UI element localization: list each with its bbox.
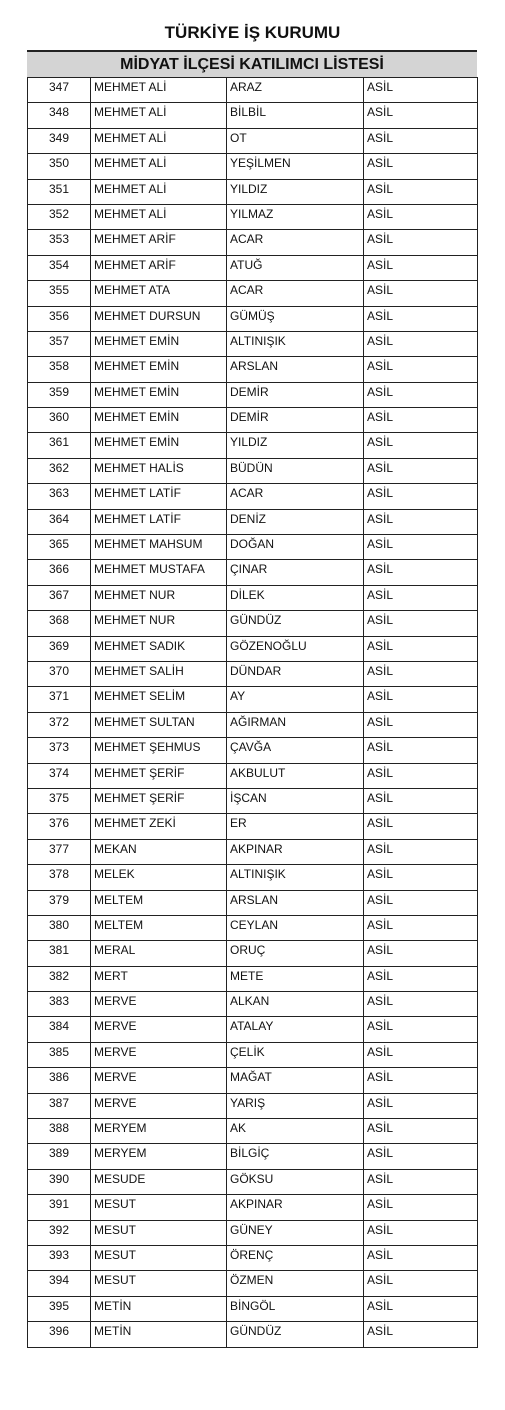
first-name-cell: MEHMET LATİF bbox=[91, 509, 227, 534]
first-name-cell: METİN bbox=[91, 1296, 227, 1321]
row-number: 376 bbox=[28, 814, 91, 839]
row-number: 363 bbox=[28, 484, 91, 509]
table-row bbox=[28, 1271, 478, 1296]
row-number: 392 bbox=[28, 1220, 91, 1245]
table-row bbox=[28, 230, 478, 255]
first-name-cell: MEHMET ALİ bbox=[91, 103, 227, 128]
surname-cell: ÖZMEN bbox=[227, 1271, 364, 1296]
status-cell: ASİL bbox=[364, 1220, 478, 1245]
status-cell: ASİL bbox=[364, 1245, 478, 1270]
first-name-cell: MERVE bbox=[91, 1068, 227, 1093]
surname-cell: ARSLAN bbox=[227, 357, 364, 382]
row-number: 361 bbox=[28, 433, 91, 458]
status-cell: ASİL bbox=[364, 230, 478, 255]
table-row bbox=[28, 1144, 478, 1169]
first-name-cell: MEHMET MUSTAFA bbox=[91, 560, 227, 585]
row-number: 368 bbox=[28, 611, 91, 636]
row-number: 375 bbox=[28, 788, 91, 813]
status-cell: ASİL bbox=[364, 560, 478, 585]
table-row bbox=[28, 865, 478, 890]
status-cell: ASİL bbox=[364, 128, 478, 153]
table-row bbox=[28, 1068, 478, 1093]
surname-cell: AKBULUT bbox=[227, 763, 364, 788]
status-cell: ASİL bbox=[364, 458, 478, 483]
status-cell: ASİL bbox=[364, 814, 478, 839]
row-number: 349 bbox=[28, 128, 91, 153]
table-row bbox=[28, 535, 478, 560]
first-name-cell: MEHMET SELİM bbox=[91, 687, 227, 712]
row-number: 394 bbox=[28, 1271, 91, 1296]
status-cell: ASİL bbox=[364, 661, 478, 686]
surname-cell: ÖRENÇ bbox=[227, 1245, 364, 1270]
surname-cell: YILDIZ bbox=[227, 179, 364, 204]
first-name-cell: MEHMET ALİ bbox=[91, 128, 227, 153]
row-number: 382 bbox=[28, 966, 91, 991]
table-row bbox=[28, 1245, 478, 1270]
first-name-cell: MERVE bbox=[91, 1042, 227, 1067]
row-number: 388 bbox=[28, 1119, 91, 1144]
table-row bbox=[28, 890, 478, 915]
first-name-cell: MEHMET NUR bbox=[91, 585, 227, 610]
participant-table bbox=[27, 77, 478, 1348]
table-row bbox=[28, 1093, 478, 1118]
first-name-cell: MERAL bbox=[91, 941, 227, 966]
first-name-cell: MELEK bbox=[91, 865, 227, 890]
surname-cell: BİNGÖL bbox=[227, 1296, 364, 1321]
first-name-cell: MEHMET NUR bbox=[91, 611, 227, 636]
first-name-cell: MEKAN bbox=[91, 839, 227, 864]
row-number: 364 bbox=[28, 509, 91, 534]
status-cell: ASİL bbox=[364, 281, 478, 306]
status-cell: ASİL bbox=[364, 382, 478, 407]
status-cell: ASİL bbox=[364, 204, 478, 229]
row-number: 358 bbox=[28, 357, 91, 382]
surname-cell: ACAR bbox=[227, 281, 364, 306]
first-name-cell: METİN bbox=[91, 1322, 227, 1347]
first-name-cell: MELTEM bbox=[91, 890, 227, 915]
surname-cell: GÜNDÜZ bbox=[227, 611, 364, 636]
row-number: 373 bbox=[28, 738, 91, 763]
row-number: 369 bbox=[28, 636, 91, 661]
status-cell: ASİL bbox=[364, 1271, 478, 1296]
status-cell: ASİL bbox=[364, 535, 478, 560]
table-row bbox=[28, 306, 478, 331]
table-row bbox=[28, 179, 478, 204]
table-row bbox=[28, 382, 478, 407]
table-row bbox=[28, 1296, 478, 1321]
table-row bbox=[28, 281, 478, 306]
surname-cell: AKPINAR bbox=[227, 839, 364, 864]
status-cell: ASİL bbox=[364, 687, 478, 712]
table-row bbox=[28, 1169, 478, 1194]
table-row bbox=[28, 712, 478, 737]
status-cell: ASİL bbox=[364, 1169, 478, 1194]
table-row bbox=[28, 560, 478, 585]
status-cell: ASİL bbox=[364, 865, 478, 890]
status-cell: ASİL bbox=[364, 357, 478, 382]
surname-cell: ORUÇ bbox=[227, 941, 364, 966]
table-row bbox=[28, 433, 478, 458]
table-row bbox=[28, 154, 478, 179]
table-row bbox=[28, 966, 478, 991]
table-row bbox=[28, 78, 478, 103]
table-row bbox=[28, 1017, 478, 1042]
first-name-cell: MEHMET ARİF bbox=[91, 230, 227, 255]
row-number: 377 bbox=[28, 839, 91, 864]
table-row bbox=[28, 331, 478, 356]
surname-cell: MAĞAT bbox=[227, 1068, 364, 1093]
first-name-cell: MEHMET EMİN bbox=[91, 382, 227, 407]
status-cell: ASİL bbox=[364, 1144, 478, 1169]
row-number: 367 bbox=[28, 585, 91, 610]
row-number: 355 bbox=[28, 281, 91, 306]
first-name-cell: MESUT bbox=[91, 1195, 227, 1220]
table-row bbox=[28, 763, 478, 788]
table-row bbox=[28, 484, 478, 509]
surname-cell: YARIŞ bbox=[227, 1093, 364, 1118]
table-row bbox=[28, 458, 478, 483]
participant-table-body bbox=[28, 78, 478, 1348]
first-name-cell: MEHMET ARİF bbox=[91, 255, 227, 280]
surname-cell: ACAR bbox=[227, 230, 364, 255]
surname-cell: BÜDÜN bbox=[227, 458, 364, 483]
surname-cell: YILMAZ bbox=[227, 204, 364, 229]
status-cell: ASİL bbox=[364, 712, 478, 737]
surname-cell: ACAR bbox=[227, 484, 364, 509]
row-number: 350 bbox=[28, 154, 91, 179]
table-row bbox=[28, 585, 478, 610]
surname-cell: CEYLAN bbox=[227, 915, 364, 940]
surname-cell: ARAZ bbox=[227, 78, 364, 103]
table-row bbox=[28, 992, 478, 1017]
status-cell: ASİL bbox=[364, 1093, 478, 1118]
row-number: 395 bbox=[28, 1296, 91, 1321]
row-number: 396 bbox=[28, 1322, 91, 1347]
surname-cell: AK bbox=[227, 1119, 364, 1144]
status-cell: ASİL bbox=[364, 306, 478, 331]
status-cell: ASİL bbox=[364, 255, 478, 280]
surname-cell: GÜNEY bbox=[227, 1220, 364, 1245]
first-name-cell: MERVE bbox=[91, 992, 227, 1017]
surname-cell: ÇINAR bbox=[227, 560, 364, 585]
status-cell: ASİL bbox=[364, 611, 478, 636]
row-number: 381 bbox=[28, 941, 91, 966]
row-number: 380 bbox=[28, 915, 91, 940]
surname-cell: ÇELİK bbox=[227, 1042, 364, 1067]
row-number: 347 bbox=[28, 78, 91, 103]
status-cell: ASİL bbox=[364, 890, 478, 915]
row-number: 357 bbox=[28, 331, 91, 356]
row-number: 362 bbox=[28, 458, 91, 483]
status-cell: ASİL bbox=[364, 433, 478, 458]
first-name-cell: MERVE bbox=[91, 1017, 227, 1042]
first-name-cell: MERT bbox=[91, 966, 227, 991]
first-name-cell: MEHMET ŞERİF bbox=[91, 763, 227, 788]
status-cell: ASİL bbox=[364, 179, 478, 204]
status-cell: ASİL bbox=[364, 103, 478, 128]
table-row bbox=[28, 611, 478, 636]
surname-cell: GÜMÜŞ bbox=[227, 306, 364, 331]
row-number: 371 bbox=[28, 687, 91, 712]
row-number: 366 bbox=[28, 560, 91, 585]
row-number: 374 bbox=[28, 763, 91, 788]
surname-cell: ER bbox=[227, 814, 364, 839]
status-cell: ASİL bbox=[364, 585, 478, 610]
first-name-cell: MEHMET HALİS bbox=[91, 458, 227, 483]
first-name-cell: MESUT bbox=[91, 1271, 227, 1296]
row-number: 353 bbox=[28, 230, 91, 255]
first-name-cell: MEHMET ALİ bbox=[91, 204, 227, 229]
table-row bbox=[28, 408, 478, 433]
table-row bbox=[28, 357, 478, 382]
surname-cell: AY bbox=[227, 687, 364, 712]
first-name-cell: MEHMET EMİN bbox=[91, 433, 227, 458]
surname-cell: ÇAVĞA bbox=[227, 738, 364, 763]
row-number: 384 bbox=[28, 1017, 91, 1042]
first-name-cell: MEHMET EMİN bbox=[91, 408, 227, 433]
row-number: 385 bbox=[28, 1042, 91, 1067]
status-cell: ASİL bbox=[364, 1068, 478, 1093]
status-cell: ASİL bbox=[364, 738, 478, 763]
table-row bbox=[28, 255, 478, 280]
first-name-cell: MEHMET EMİN bbox=[91, 331, 227, 356]
row-number: 365 bbox=[28, 535, 91, 560]
status-cell: ASİL bbox=[364, 1042, 478, 1067]
row-number: 370 bbox=[28, 661, 91, 686]
table-row bbox=[28, 738, 478, 763]
status-cell: ASİL bbox=[364, 839, 478, 864]
status-cell: ASİL bbox=[364, 331, 478, 356]
row-number: 383 bbox=[28, 992, 91, 1017]
surname-cell: GÖKSU bbox=[227, 1169, 364, 1194]
status-cell: ASİL bbox=[364, 1322, 478, 1347]
first-name-cell: MEHMET DURSUN bbox=[91, 306, 227, 331]
first-name-cell: MEHMET ŞERİF bbox=[91, 788, 227, 813]
table-row bbox=[28, 1042, 478, 1067]
row-number: 352 bbox=[28, 204, 91, 229]
first-name-cell: MEHMET ALİ bbox=[91, 179, 227, 204]
first-name-cell: MEHMET MAHSUM bbox=[91, 535, 227, 560]
surname-cell: DENİZ bbox=[227, 509, 364, 534]
surname-cell: DOĞAN bbox=[227, 535, 364, 560]
surname-cell: AĞIRMAN bbox=[227, 712, 364, 737]
surname-cell: YILDIZ bbox=[227, 433, 364, 458]
table-row bbox=[28, 661, 478, 686]
first-name-cell: MEHMET ZEKİ bbox=[91, 814, 227, 839]
first-name-cell: MESUT bbox=[91, 1220, 227, 1245]
status-cell: ASİL bbox=[364, 509, 478, 534]
surname-cell: METE bbox=[227, 966, 364, 991]
surname-cell: ATALAY bbox=[227, 1017, 364, 1042]
surname-cell: DEMİR bbox=[227, 382, 364, 407]
status-cell: ASİL bbox=[364, 915, 478, 940]
surname-cell: AKPINAR bbox=[227, 1195, 364, 1220]
table-row bbox=[28, 1119, 478, 1144]
status-cell: ASİL bbox=[364, 763, 478, 788]
table-row bbox=[28, 1195, 478, 1220]
table-row bbox=[28, 509, 478, 534]
status-cell: ASİL bbox=[364, 1195, 478, 1220]
status-cell: ASİL bbox=[364, 788, 478, 813]
table-row bbox=[28, 103, 478, 128]
row-number: 390 bbox=[28, 1169, 91, 1194]
status-cell: ASİL bbox=[364, 1119, 478, 1144]
first-name-cell: MEHMET SALİH bbox=[91, 661, 227, 686]
status-cell: ASİL bbox=[364, 154, 478, 179]
status-cell: ASİL bbox=[364, 992, 478, 1017]
document-title: TÜRKİYE İŞ KURUMU bbox=[164, 23, 341, 42]
status-cell: ASİL bbox=[364, 1296, 478, 1321]
table-row bbox=[28, 839, 478, 864]
first-name-cell: MEHMET LATİF bbox=[91, 484, 227, 509]
row-number: 360 bbox=[28, 408, 91, 433]
row-number: 378 bbox=[28, 865, 91, 890]
table-row bbox=[28, 204, 478, 229]
row-number: 386 bbox=[28, 1068, 91, 1093]
first-name-cell: MEHMET ŞEHMUS bbox=[91, 738, 227, 763]
row-number: 354 bbox=[28, 255, 91, 280]
first-name-cell: MELTEM bbox=[91, 915, 227, 940]
first-name-cell: MEHMET ALİ bbox=[91, 78, 227, 103]
row-number: 379 bbox=[28, 890, 91, 915]
surname-cell: ALTINIŞIK bbox=[227, 865, 364, 890]
first-name-cell: MEHMET ALİ bbox=[91, 154, 227, 179]
first-name-cell: MEHMET EMİN bbox=[91, 357, 227, 382]
first-name-cell: MERYEM bbox=[91, 1144, 227, 1169]
first-name-cell: MERVE bbox=[91, 1093, 227, 1118]
surname-cell: GÖZENOĞLU bbox=[227, 636, 364, 661]
first-name-cell: MEHMET ATA bbox=[91, 281, 227, 306]
status-cell: ASİL bbox=[364, 636, 478, 661]
table-row bbox=[28, 941, 478, 966]
status-cell: ASİL bbox=[364, 966, 478, 991]
table-row bbox=[28, 636, 478, 661]
surname-cell: DÜNDAR bbox=[227, 661, 364, 686]
surname-cell: DİLEK bbox=[227, 585, 364, 610]
row-number: 356 bbox=[28, 306, 91, 331]
row-number: 391 bbox=[28, 1195, 91, 1220]
surname-cell: ATUĞ bbox=[227, 255, 364, 280]
row-number: 348 bbox=[28, 103, 91, 128]
surname-cell: İŞCAN bbox=[227, 788, 364, 813]
surname-cell: DEMİR bbox=[227, 408, 364, 433]
table-row bbox=[28, 128, 478, 153]
surname-cell: OT bbox=[227, 128, 364, 153]
surname-cell: ALTINIŞIK bbox=[227, 331, 364, 356]
table-row bbox=[28, 915, 478, 940]
row-number: 387 bbox=[28, 1093, 91, 1118]
surname-cell: BİLGİÇ bbox=[227, 1144, 364, 1169]
first-name-cell: MESUT bbox=[91, 1245, 227, 1270]
list-subtitle: MİDYAT İLÇESİ KATILIMCI LİSTESİ bbox=[27, 50, 477, 77]
first-name-cell: MERYEM bbox=[91, 1119, 227, 1144]
first-name-cell: MEHMET SULTAN bbox=[91, 712, 227, 737]
surname-cell: ARSLAN bbox=[227, 890, 364, 915]
surname-cell: ALKAN bbox=[227, 992, 364, 1017]
table-row bbox=[28, 687, 478, 712]
row-number: 359 bbox=[28, 382, 91, 407]
status-cell: ASİL bbox=[364, 78, 478, 103]
row-number: 351 bbox=[28, 179, 91, 204]
table-row bbox=[28, 814, 478, 839]
status-cell: ASİL bbox=[364, 408, 478, 433]
row-number: 372 bbox=[28, 712, 91, 737]
table-row bbox=[28, 788, 478, 813]
row-number: 389 bbox=[28, 1144, 91, 1169]
status-cell: ASİL bbox=[364, 941, 478, 966]
surname-cell: GÜNDÜZ bbox=[227, 1322, 364, 1347]
row-number: 393 bbox=[28, 1245, 91, 1270]
status-cell: ASİL bbox=[364, 484, 478, 509]
first-name-cell: MESUDE bbox=[91, 1169, 227, 1194]
table-row bbox=[28, 1322, 478, 1347]
surname-cell: BİLBİL bbox=[227, 103, 364, 128]
first-name-cell: MEHMET SADIK bbox=[91, 636, 227, 661]
surname-cell: YEŞİLMEN bbox=[227, 154, 364, 179]
table-row bbox=[28, 1220, 478, 1245]
status-cell: ASİL bbox=[364, 1017, 478, 1042]
